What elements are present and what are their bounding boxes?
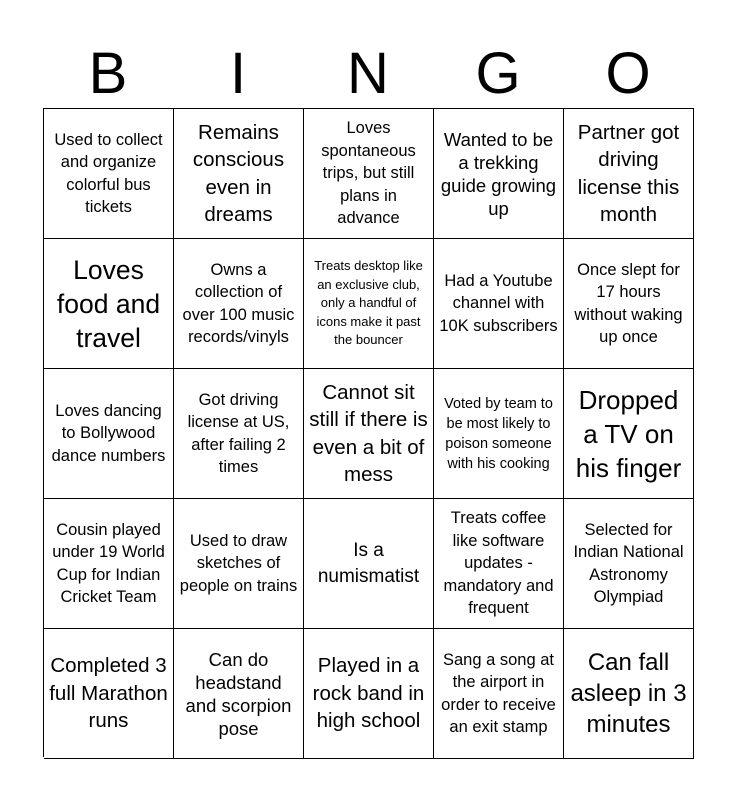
- bingo-cell[interactable]: [564, 239, 694, 369]
- cell-text: Wanted to be a trekking guide growing up: [440, 128, 557, 219]
- bingo-header: [43, 40, 693, 108]
- bingo-cell[interactable]: [434, 499, 564, 629]
- bingo-cell[interactable]: [174, 109, 304, 239]
- cell-text: Loves spontaneous trips, but still plans in advance: [321, 119, 416, 228]
- cell-text: Used to collect and organize colorful bus tickets: [54, 130, 163, 216]
- cell-text: Owns a collection of over 100 music records/vinyls: [182, 260, 295, 346]
- bingo-cell[interactable]: [434, 369, 564, 499]
- cell-text: Remains conscious even in dreams: [192, 120, 285, 226]
- bingo-cell[interactable]: [434, 109, 564, 239]
- cell-text: Voted by team to be most likely to poison someone with his cooking: [444, 395, 553, 472]
- cell-text: Can fall asleep in 3 minutes: [570, 649, 687, 738]
- bingo-cell[interactable]: [44, 109, 174, 239]
- bingo-grid: [43, 108, 694, 757]
- cell-text: Loves food and travel: [56, 254, 161, 353]
- bingo-cell[interactable]: [564, 499, 694, 629]
- cell-text: Can do headstand and scorpion pose: [185, 648, 292, 739]
- cell-text: Played in a rock band in high school: [312, 654, 425, 733]
- cell-text: Got driving license at US, after failing 2 times: [187, 390, 290, 476]
- bingo-cell[interactable]: [564, 629, 694, 759]
- bingo-cell[interactable]: [434, 239, 564, 369]
- header-letter-b: B: [88, 41, 128, 106]
- cell-text: Cousin played under 19 World Cup for Indian Cricket Team: [52, 520, 165, 606]
- cell-text: Cannot sit still if there is even a bit of mess: [309, 380, 428, 486]
- bingo-cell[interactable]: [304, 499, 434, 629]
- cell-text: Is a numismatist: [317, 539, 420, 587]
- bingo-cell[interactable]: [44, 629, 174, 759]
- bingo-cell[interactable]: [44, 239, 174, 369]
- cell-text: Once slept for 17 hours without waking up once: [574, 260, 683, 346]
- bingo-cell[interactable]: [564, 109, 694, 239]
- header-letter-n: N: [347, 41, 389, 106]
- bingo-cell[interactable]: [174, 629, 304, 759]
- cell-text: Completed 3 full Marathon runs: [49, 654, 168, 733]
- bingo-cell[interactable]: [174, 499, 304, 629]
- bingo-cell[interactable]: [304, 629, 434, 759]
- bingo-cell[interactable]: [304, 239, 434, 369]
- cell-text: Loves dancing to Bollywood dance numbers: [51, 401, 166, 465]
- cell-text: Selected for Indian National Astronomy Olympiad: [573, 520, 684, 606]
- header-letter-i: I: [229, 41, 247, 106]
- bingo-cell[interactable]: [174, 369, 304, 499]
- header-letter-o: O: [605, 41, 651, 106]
- cell-text: Sang a song at the airport in order to receive an exit stamp: [441, 650, 556, 736]
- cell-text: Treats desktop like an exclusive club, only a handful of icons make it past the bouncer: [314, 258, 423, 348]
- cell-text: Partner got driving license this month: [577, 120, 680, 226]
- cell-text: Had a Youtube channel with 10K subscribers: [439, 271, 558, 335]
- bingo-cell[interactable]: [44, 369, 174, 499]
- bingo-cell[interactable]: [434, 629, 564, 759]
- bingo-cell[interactable]: [174, 239, 304, 369]
- bingo-cell[interactable]: [564, 369, 694, 499]
- header-letter-g: G: [475, 41, 521, 106]
- cell-text: Treats coffee like software updates - mandatory and frequent: [443, 509, 554, 618]
- bingo-cell[interactable]: [304, 109, 434, 239]
- cell-text: Used to draw sketches of people on trains: [179, 531, 298, 595]
- bingo-cell[interactable]: [44, 499, 174, 629]
- bingo-cell[interactable]: [304, 369, 434, 499]
- cell-text: Dropped a TV on his finger: [575, 384, 682, 483]
